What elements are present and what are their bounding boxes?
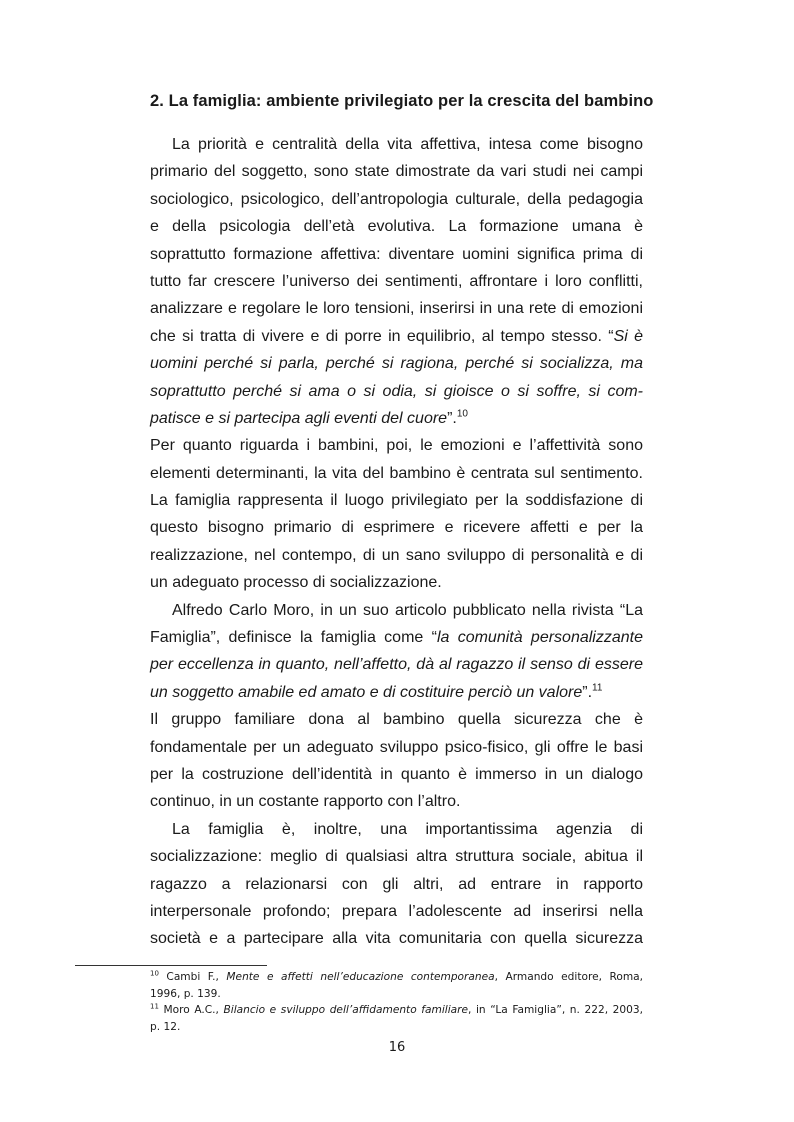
footnote-ref-11[interactable]: 11 bbox=[592, 682, 603, 694]
text-line bbox=[150, 405, 643, 432]
footnote-text: Cambi F., bbox=[158, 971, 227, 983]
text-run: ”. bbox=[447, 409, 457, 427]
text-line: un adeguato processo di socializzazione. bbox=[150, 574, 442, 592]
footnote-text: , Armando editore, Roma, bbox=[494, 971, 643, 983]
text-line bbox=[150, 679, 643, 706]
text-line: primario del soggetto, sono state dimostrate da vari studi nei campi bbox=[150, 163, 643, 181]
text-line: elementi determinanti, la vita del bambino è centrata sul sentimento. bbox=[150, 464, 643, 482]
quote-text: Si è bbox=[613, 327, 643, 345]
text-line: sociologico, psicologico, dell’antropologia culturale, della pedagogia bbox=[150, 190, 643, 208]
section-heading: 2. La famiglia: ambiente privilegiato per la crescita del bambino bbox=[150, 92, 654, 110]
text-line bbox=[150, 624, 643, 651]
quote-text: patisce e si partecipa agli eventi del cuore bbox=[150, 409, 448, 427]
text-line: analizzare e regolare le loro tensioni, inserirsi in una rete di emozioni bbox=[150, 300, 643, 318]
footnote-text: Moro A.C., bbox=[158, 1004, 224, 1016]
text-line: tutto far crescere l’universo dei sentimenti, affrontare i loro conflitti, bbox=[150, 272, 643, 290]
quote-text: un soggetto amabile ed amato e di costituire perciò un valore bbox=[150, 683, 583, 701]
footnote-title: Bilancio e sviluppo dell’affidamento familiare bbox=[223, 1004, 469, 1016]
body-text bbox=[150, 131, 643, 953]
footnote-ref-10[interactable]: 10 bbox=[456, 408, 468, 420]
footnote-number: 11 bbox=[150, 1002, 159, 1011]
text-line: continuo, in un costante rapporto con l’altro. bbox=[150, 793, 461, 811]
text-line: La famiglia è, inoltre, una importantissima agenzia di bbox=[172, 820, 643, 838]
text-line bbox=[150, 323, 643, 350]
text-line: Alfredo Carlo Moro, in un suo articolo pubblicato nella rivista “La bbox=[172, 601, 643, 619]
text-line: soprattutto formazione affettiva: diventare uomini significa prima di bbox=[150, 245, 643, 263]
text-run: ”. bbox=[582, 683, 593, 701]
footnote-11 bbox=[150, 1002, 643, 1019]
page-number: 16 bbox=[388, 1040, 406, 1055]
text-line: La priorità e centralità della vita affettiva, intesa come bisogno bbox=[172, 136, 643, 153]
footnote-title: Mente e affetti nell’educazione contemporanea bbox=[226, 971, 495, 983]
text-line: La famiglia rappresenta il luogo privilegiato per la soddisfazione di bbox=[150, 492, 643, 510]
text-line: questo bisogno primario di esprimere e ricevere affetti e per la bbox=[150, 519, 643, 537]
text-run: Famiglia”, definisce la famiglia come “ bbox=[150, 629, 437, 647]
footnote-11-cont: p. 12. bbox=[150, 1020, 181, 1033]
footnote-text: , in “La Famiglia”, n. 222, 2003, bbox=[468, 1004, 643, 1016]
quote-line: uomini perché si parla, perché si ragiona, perché si socializza, ma bbox=[150, 355, 643, 373]
footnote-number: 10 bbox=[150, 969, 159, 978]
text-line: interpersonale profondo; prepara l’adolescente ad inserirsi nella bbox=[150, 902, 643, 920]
text-line: società e a partecipare alla vita comunitaria con quella sicurezza bbox=[150, 930, 643, 948]
footnotes bbox=[150, 969, 643, 1035]
text-line: Per quanto riguarda i bambini, poi, le emozioni e l’affettività sono bbox=[150, 437, 643, 455]
quote-line: soprattutto perché si ama o si odia, si gioisce o si soffre, si com- bbox=[150, 382, 643, 400]
text-run: che si tratta di vivere e di porre in equilibrio, al tempo stesso. “ bbox=[150, 327, 614, 345]
text-line: realizzazione, nel contempo, di un sano sviluppo di personalità e di bbox=[150, 546, 643, 564]
quote-text: la comunità personalizzante bbox=[436, 629, 643, 647]
text-line: fondamentale per un adeguato sviluppo psico-fisico, gli offre le basi bbox=[150, 738, 643, 756]
text-line: ragazzo a relazionarsi con gli altri, ad entrare in rapporto bbox=[150, 875, 643, 893]
text-line: per la costruzione dell’identità in quanto è immerso in un dialogo bbox=[150, 765, 643, 783]
text-line: socializzazione: meglio di qualsiasi altra struttura sociale, abitua il bbox=[150, 848, 643, 866]
footnote-separator bbox=[75, 965, 267, 966]
footnote-10-cont: 1996, p. 139. bbox=[150, 987, 221, 1000]
footnote-10 bbox=[150, 969, 643, 986]
text-line: Il gruppo familiare dona al bambino quella sicurezza che è bbox=[150, 711, 643, 729]
quote-line: per eccellenza in quanto, nell’affetto, dà al ragazzo il senso di essere bbox=[150, 656, 643, 674]
text-line: e della psicologia dell’età evolutiva. La formazione umana è bbox=[150, 218, 643, 236]
